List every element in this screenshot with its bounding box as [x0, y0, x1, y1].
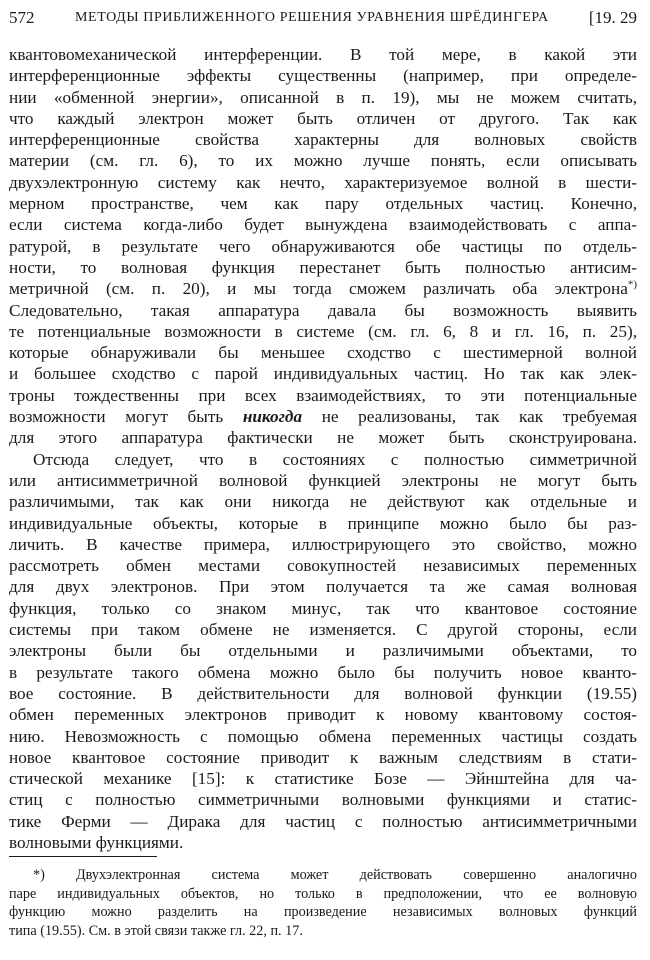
text-line: троны тождественны при всех взаимодействиях, то эти потенциальные [9, 385, 637, 405]
footnote-line: типа (19.55). См. в этой связи также гл. 22, п. 17. [9, 922, 303, 939]
text-line: которые обнаруживали бы меньшее сходство с шестимерной волной [9, 343, 637, 363]
running-title: МЕТОДЫ ПРИБЛИЖЕННОГО РЕШЕНИЯ УРАВНЕНИЯ ШРЁДИНГЕРА [75, 10, 549, 25]
text-line: если система когда-либо будет вынуждена взаимодействовать с аппа- [9, 215, 637, 235]
running-header [9, 6, 637, 30]
text-line: волновыми функциями. [9, 832, 184, 852]
text-line: Следовательно, такая аппаратура давала бы возможность выявить [9, 300, 637, 320]
text-line: интерференционные свойства характерны для волновых свойств [9, 130, 637, 150]
footnote [9, 866, 637, 940]
text-line: тике Ферми — Дирака для частиц с полностью антисимметричными [9, 811, 637, 831]
text-line: вое состояние. В действительности для волновой функции (19.55) [9, 683, 637, 703]
text-line: личить. В качестве примера, иллюстрирующего это свойство, можно [9, 534, 637, 554]
text-line: функция, только со знаком минус, так что квантовое состояние [9, 598, 637, 618]
text-span: не реализованы, так как требуемая [321, 407, 638, 427]
text-line: те потенциальные возможности в системе (см. гл. 6, 8 и гл. 16, п. 25), [9, 321, 637, 341]
footnote-divider [9, 856, 157, 857]
section-reference: [19. 29 [588, 8, 637, 27]
text-line: электроны были бы отдельными и различимыми объектами, то [9, 641, 637, 661]
text-line: стиц с полностью симметричными волновыми функциями и статис- [9, 790, 637, 810]
text-line [9, 278, 637, 299]
text-line: в результате такого обмена можно было бы получить новое кванто- [9, 662, 637, 682]
text-line: что каждый электрон может быть отличен от другого. Так как [9, 108, 637, 128]
footnote-line: функцию можно разделить на произведение независимых волновых функций [9, 904, 637, 920]
text-line: рассмотреть обмен местами совокупностей независимых переменных [9, 556, 637, 576]
text-line [9, 406, 637, 427]
page-number: 572 [9, 8, 35, 27]
text-line: различимыми, так как они никогда не действуют как отдельные и [9, 492, 637, 512]
emphasized-word: никогда [242, 407, 303, 427]
text-line: индивидуальные объекты, которые в принципе можно было бы раз- [9, 513, 637, 533]
text-span: возможности могут быть [9, 407, 224, 427]
text-line: Отсюда следует, что в состояниях с полностью симметричной [33, 449, 637, 469]
footnote-line: *) Двухэлектронная система может действовать совершенно аналогично [33, 867, 637, 883]
text-span: метричной (см. п. 20), и мы тогда сможем различать оба электрона [9, 279, 628, 299]
footnote-line: паре индивидуальных объектов, но только в предположении, что ее волновую [9, 885, 637, 902]
text-line: или антисимметричной волновой функцией электроны не могут быть [9, 470, 637, 490]
footnote-mark: *) [627, 278, 637, 291]
text-line: мерном пространстве, чем как пару отдельных частиц. Конечно, [9, 194, 637, 214]
text-line: квантовомеханической интерференции. В той мере, в какой эти [9, 45, 637, 64]
main-text [9, 44, 637, 853]
text-line: для этого аппаратура фактически не может быть сконструирована. [9, 428, 637, 448]
text-line: для двух электронов. При этом получается та же самая волновая [9, 577, 637, 597]
text-line: новое квантовое состояние приводит к важным следствиям в стати- [9, 747, 637, 767]
text-line: ратурой, в результате чего обнаруживаются обе частицы по отдель- [9, 236, 637, 256]
text-line: двухэлектронную систему как нечто, характеризуемое волной в шести- [9, 172, 637, 192]
text-line: и большее сходство с парой индивидуальных частиц. Но так как элек- [9, 364, 637, 384]
text-line: обмен переменных электронов приводит к новому квантовому состоя- [9, 705, 637, 725]
text-line: материи (см. гл. 6), то их можно лучше понять, если описывать [9, 151, 637, 171]
text-line: ности, то волновая функция перестанет быть полностью антисим- [9, 257, 637, 277]
text-line: нию. Невозможность с помощью обмена переменных частицы создать [9, 726, 637, 746]
text-line: стической механике [15]: к статистике Бозе — Эйнштейна для ча- [9, 769, 637, 789]
text-line: нии «обменной энергии», описанной в п. 19), мы не можем считать, [9, 87, 637, 107]
text-line: интерференционные эффекты существенны (например, при определе- [9, 66, 637, 86]
text-line: системы при таком обмене не изменяется. С другой стороны, если [9, 620, 637, 640]
